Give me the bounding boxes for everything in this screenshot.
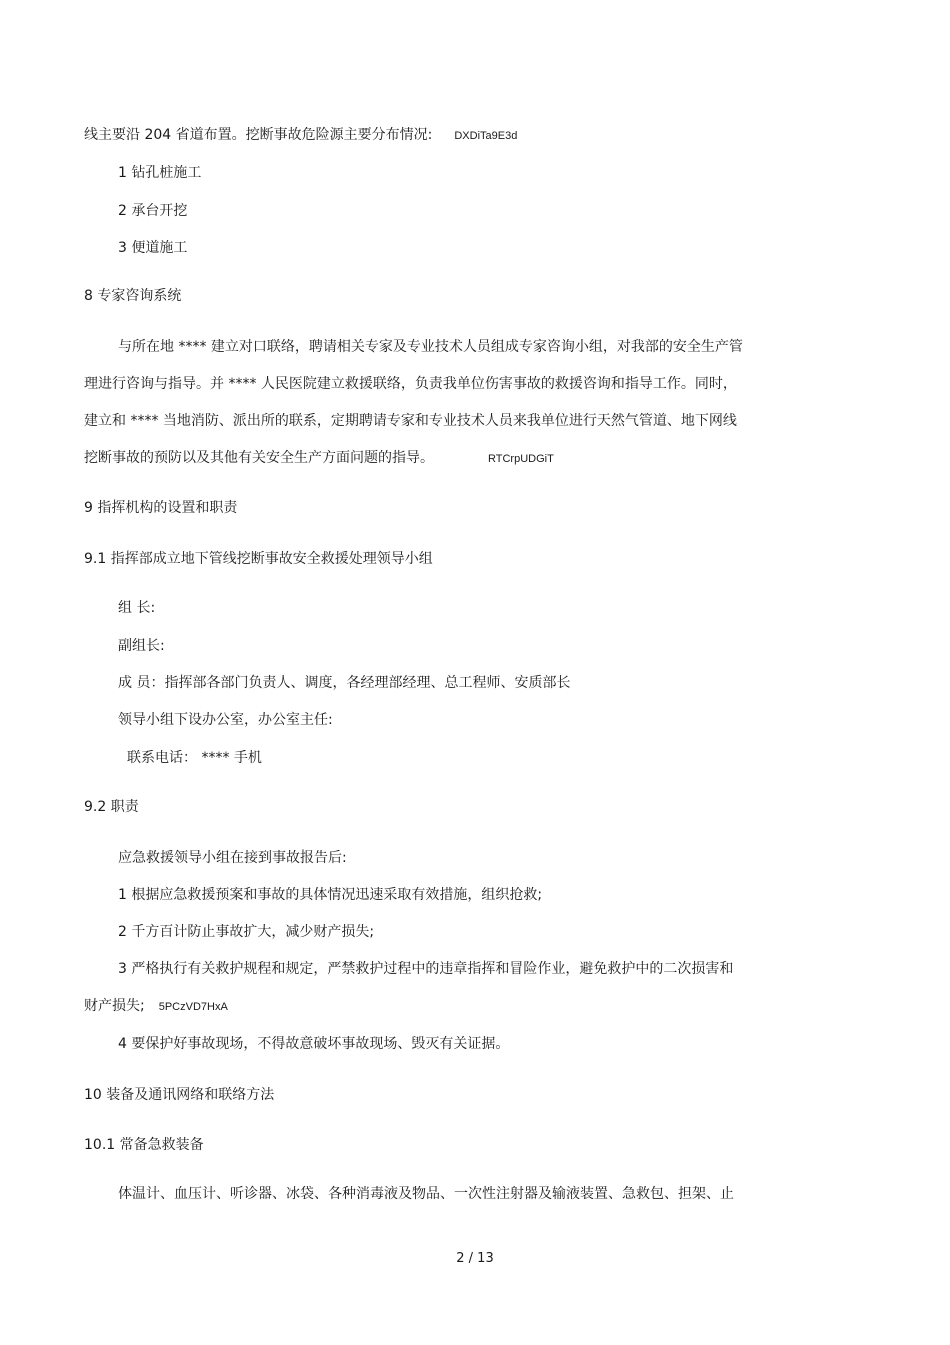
doc-line: 成 员：指挥部各部门负责人、调度，各经理部经理、总工程师、安质部长 bbox=[118, 675, 571, 691]
line-text: 挖断事故的预防以及其他有关安全生产方面问题的指导。 bbox=[84, 450, 434, 466]
watermark-code: RTCrpUDGiT bbox=[488, 453, 554, 465]
doc-line: 1 根据应急救援预案和事故的具体情况迅速采取有效措施，组织抢救; bbox=[118, 887, 543, 903]
doc-line: 4 要保护好事故现场，不得故意破坏事故现场、毁灭有关证据。 bbox=[118, 1036, 510, 1052]
watermark-code: DXDiTa9E3d bbox=[454, 130, 518, 142]
line-text: 线主要沿 204 省道布置。挖断事故危险源主要分布情况: bbox=[84, 127, 433, 143]
section-heading: 9.2 职责 bbox=[84, 799, 139, 815]
doc-line: 2 千方百计防止事故扩大，减少财产损失; bbox=[118, 924, 375, 940]
doc-line: 体温计、血压计、听诊器、冰袋、各种消毒液及物品、一次性注射器及输液装置、急救包、担架、止 bbox=[118, 1186, 734, 1202]
doc-line bbox=[84, 125, 517, 146]
doc-line: 领导小组下设办公室，办公室主任: bbox=[118, 712, 333, 728]
doc-line: 应急救援领导小组在接到事故报告后: bbox=[118, 850, 347, 866]
doc-line: 副组长: bbox=[118, 638, 165, 654]
doc-line: 3 严格执行有关救护规程和规定，严禁救护过程中的违章指挥和冒险作业，避免救护中的二次损害和 bbox=[118, 961, 734, 977]
doc-line: 联系电话： **** 手机 bbox=[127, 750, 262, 766]
watermark-code: 5PCzVD7HxA bbox=[158, 1001, 228, 1013]
doc-line: 建立和 **** 当地消防、派出所的联系，定期聘请专家和专业技术人员来我单位进行天然气管道、地下网线 bbox=[84, 413, 737, 429]
page-number: 2 / 13 bbox=[456, 1251, 494, 1266]
section-heading: 9.1 指挥部成立地下管线挖断事故安全救援处理领导小组 bbox=[84, 551, 433, 567]
doc-line: 理进行咨询与指导。并 **** 人民医院建立救援联络，负责我单位伤害事故的救援咨询和指导工作。同时， bbox=[84, 376, 737, 392]
doc-line: 3 便道施工 bbox=[118, 240, 188, 256]
doc-line: 组 长: bbox=[118, 600, 156, 616]
doc-line: 2 承台开挖 bbox=[118, 203, 188, 219]
section-heading: 10 装备及通讯网络和联络方法 bbox=[84, 1087, 275, 1103]
section-heading: 10.1 常备急救装备 bbox=[84, 1137, 204, 1153]
section-heading: 9 指挥机构的设置和职责 bbox=[84, 500, 238, 516]
doc-line: 1 钻孔桩施工 bbox=[118, 165, 202, 181]
doc-line: 与所在地 **** 建立对口联络，聘请相关专家及专业技术人员组成专家咨询小组，对我部的安全生产管 bbox=[118, 339, 743, 355]
line-text: 财产损失; bbox=[84, 998, 145, 1014]
doc-line bbox=[84, 448, 554, 469]
section-heading: 8 专家咨询系统 bbox=[84, 288, 182, 304]
doc-line bbox=[84, 996, 228, 1017]
